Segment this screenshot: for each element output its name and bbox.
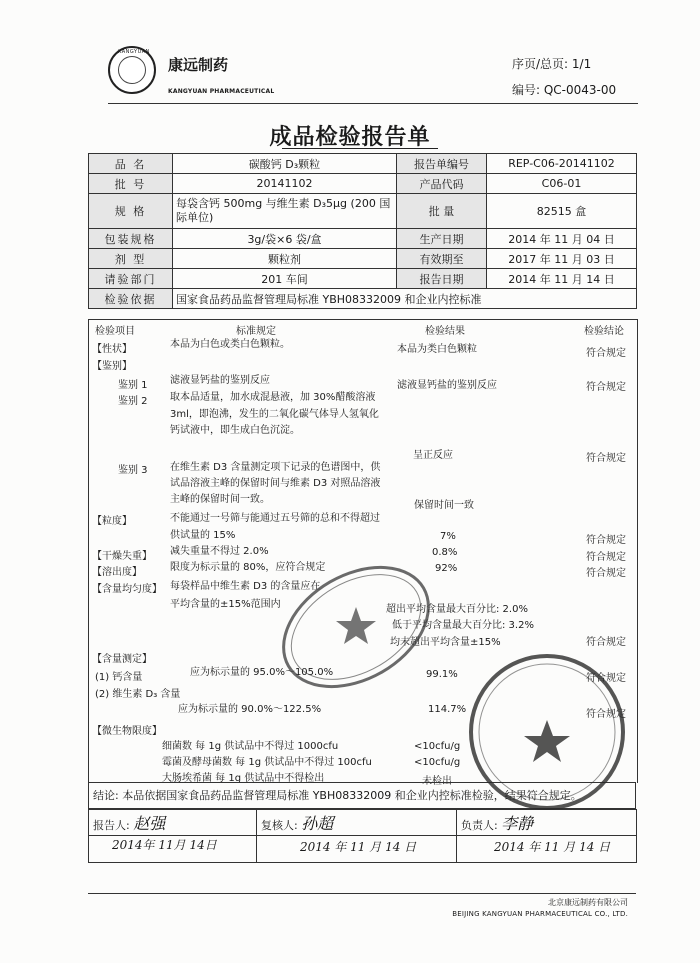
company-name-en: KANGYUAN PHARMACEUTICAL bbox=[168, 88, 275, 95]
item-micro: 【微生物限度】 bbox=[92, 726, 162, 737]
logo-ring-text: KANGYUAN bbox=[118, 49, 150, 55]
footer-company-en: BEIJING KANGYUAN PHARMACEUTICAL CO., LTD. bbox=[452, 910, 628, 918]
item-uniformity: 【含量均匀度】 bbox=[92, 584, 162, 595]
info-row bbox=[89, 289, 637, 309]
conclusion-lod: 符合规定 bbox=[586, 552, 626, 563]
footer-divider bbox=[88, 893, 636, 894]
page-title: 成品检验报告单 bbox=[269, 124, 431, 150]
std-ident1: 滤液显钙盐的鉴别反应 bbox=[170, 375, 270, 386]
info-value: 碳酸钙 D₃颗粒 bbox=[173, 154, 397, 174]
result-ident1: 滤液显钙盐的鉴别反应 bbox=[397, 380, 497, 391]
info-label: 批 量 bbox=[397, 194, 487, 229]
info-row bbox=[89, 174, 637, 194]
item-dissolution: 【溶出度】 bbox=[92, 567, 142, 578]
result-micro2: <10cfu/g bbox=[414, 757, 461, 768]
reviewer-cell bbox=[257, 810, 457, 836]
info-label: 包装规格 bbox=[89, 229, 173, 249]
header-standard: 标准规定 bbox=[236, 326, 276, 337]
item-trait: 【性状】 bbox=[92, 344, 132, 355]
item-ident2: 鉴别 2 bbox=[118, 396, 148, 407]
reporter-label: 报告人: bbox=[93, 819, 130, 832]
std-uniformity: 每袋样品中维生素 D3 的含量应在平均含量的±15%范围内 bbox=[170, 581, 321, 610]
info-label: 请验部门 bbox=[89, 269, 173, 289]
info-value: 每袋含钙 500mg 与维生素 D₃5μg (200 国际单位) bbox=[173, 194, 397, 229]
info-value: 201 车间 bbox=[173, 269, 397, 289]
std-assay1: 应为标示量的 95.0%～105.0% bbox=[190, 667, 334, 678]
footer-company-cn: 北京康远制药有限公司 bbox=[548, 898, 628, 907]
company-seal bbox=[455, 650, 640, 815]
info-value: 3g/袋×6 袋/盒 bbox=[173, 229, 397, 249]
header-item: 检验项目 bbox=[95, 326, 135, 337]
info-value: C06-01 bbox=[487, 174, 637, 194]
info-label: 剂 型 bbox=[89, 249, 173, 269]
result-uniformity-3: 均未超出平均含量±15% bbox=[390, 637, 501, 648]
reviewer-date: 2014 年 11 月 14 日 bbox=[300, 840, 417, 854]
conclusion-granularity: 符合规定 bbox=[586, 535, 626, 546]
info-label: 批 号 bbox=[89, 174, 173, 194]
info-label: 产品代码 bbox=[397, 174, 487, 194]
item-lod: 【干燥失重】 bbox=[92, 551, 152, 562]
info-value: 2017 年 11 月 03 日 bbox=[487, 249, 637, 269]
result-assay2: 114.7% bbox=[428, 704, 467, 715]
result-dissolution: 92% bbox=[435, 563, 458, 574]
info-row bbox=[89, 269, 637, 289]
info-value: 国家食品药品监督管理局标准 YBH08332009 和企业内控标准 bbox=[173, 289, 637, 309]
info-label: 有效期至 bbox=[397, 249, 487, 269]
result-granularity: 7% bbox=[440, 531, 456, 542]
item-assay1: (1) 钙含量 bbox=[95, 672, 143, 683]
result-trait: 本品为类白色颗粒 bbox=[397, 344, 477, 355]
result-uniformity-2: 低于平均含量最大百分比: 3.2% bbox=[392, 620, 534, 631]
item-assay: 【含量测定】 bbox=[92, 654, 152, 665]
std-ident2: 取本品适量，加水成混悬液，加 30%醋酸溶液 3ml，即泡沸，发生的二氧化碳气体导人氢氧化钙试液中，即生成白色沉淀。 bbox=[170, 392, 379, 436]
reporter-cell bbox=[89, 810, 257, 836]
info-label: 规 格 bbox=[89, 194, 173, 229]
std-micro3: 大肠埃希菌 每 1g 供试品中不得检出 bbox=[162, 773, 325, 784]
reporter-date: 2014年 11月 14日 bbox=[112, 838, 217, 852]
info-label: 报告日期 bbox=[397, 269, 487, 289]
item-ident1: 鉴别 1 bbox=[118, 380, 148, 391]
info-value: 20141102 bbox=[173, 174, 397, 194]
std-micro1: 细菌数 每 1g 供试品中不得过 1000cfu bbox=[162, 741, 339, 752]
std-lod: 减失重量不得过 2.0% bbox=[170, 546, 269, 557]
reviewer-label: 复核人: bbox=[261, 819, 298, 832]
conclusion-ident1: 符合规定 bbox=[586, 382, 626, 393]
info-label: 生产日期 bbox=[397, 229, 487, 249]
info-value: 2014 年 11 月 04 日 bbox=[487, 229, 637, 249]
reporter-signature: 赵强 bbox=[133, 814, 166, 833]
title-underline bbox=[282, 148, 438, 149]
info-row bbox=[89, 154, 637, 174]
result-assay1: 99.1% bbox=[426, 669, 458, 680]
std-micro2: 霉菌及酵母菌数 每 1g 供试品中不得过 100cfu bbox=[162, 757, 372, 768]
info-value: 82515 盒 bbox=[487, 194, 637, 229]
result-lod: 0.8% bbox=[432, 547, 458, 558]
result-ident2: 呈正反应 bbox=[413, 450, 453, 461]
responsible-label: 负责人: bbox=[461, 819, 498, 832]
std-trait: 本品为白色或类白色颗粒。 bbox=[170, 339, 290, 350]
info-label: 报告单编号 bbox=[397, 154, 487, 174]
conclusion-uniformity: 符合规定 bbox=[586, 637, 626, 648]
page-info: 序页/总页: 1/1 bbox=[512, 57, 592, 71]
result-uniformity-1: 超出平均含量最大百分比: 2.0% bbox=[386, 604, 528, 615]
item-ident: 【鉴别】 bbox=[92, 361, 132, 372]
header-result: 检验结果 bbox=[425, 326, 465, 337]
header-conclusion: 检验结论 bbox=[584, 326, 624, 337]
result-micro3: 未检出 bbox=[422, 776, 452, 787]
info-row bbox=[89, 249, 637, 269]
item-granularity: 【粒度】 bbox=[92, 516, 132, 527]
conclusion-assay2: 符合规定 bbox=[586, 709, 626, 720]
company-logo bbox=[108, 46, 156, 94]
conclusion-assay1: 符合规定 bbox=[586, 673, 626, 684]
document-number: 编号: QC-0043-00 bbox=[512, 83, 617, 97]
std-dissolution: 限度为标示量的 80%，应符合规定 bbox=[170, 562, 326, 573]
reviewer-signature: 孙超 bbox=[301, 814, 334, 833]
report-conclusion: 结论: 本品依据国家食品药品监督管理局标准 YBH08332009 和企业内控标准检验，结果符合规定。 bbox=[88, 782, 636, 809]
info-value: 2014 年 11 月 14 日 bbox=[487, 269, 637, 289]
product-info-table bbox=[88, 153, 637, 309]
company-name: 康远制药 bbox=[168, 56, 229, 74]
responsible-date: 2014 年 11 月 14 日 bbox=[494, 840, 611, 854]
std-granularity: 不能通过一号筛与能通过五号筛的总和不得超过供试量的 15% bbox=[170, 513, 380, 541]
conclusion-trait: 符合规定 bbox=[586, 348, 626, 359]
quality-stamp bbox=[268, 565, 448, 690]
logo-inner bbox=[118, 56, 146, 84]
std-assay2: 应为标示量的 90.0%～122.5% bbox=[178, 704, 322, 715]
info-label: 品 名 bbox=[89, 154, 173, 174]
conclusion-dissolution: 符合规定 bbox=[586, 568, 626, 579]
info-value: 颗粒剂 bbox=[173, 249, 397, 269]
header-divider bbox=[108, 103, 638, 104]
info-value: REP-C06-20141102 bbox=[487, 154, 637, 174]
item-assay2: (2) 维生素 D₃ 含量 bbox=[95, 689, 181, 700]
info-row bbox=[89, 229, 637, 249]
result-micro1: <10cfu/g bbox=[414, 741, 461, 752]
info-label: 检验依据 bbox=[89, 289, 173, 309]
responsible-signature: 李静 bbox=[501, 814, 534, 833]
conclusion-ident2: 符合规定 bbox=[586, 453, 626, 464]
std-ident3: 在维生素 D3 含量测定项下记录的色谱图中，供试品溶液主峰的保留时间与维素 D3 对照品溶液主峰的保留时间一致。 bbox=[170, 462, 381, 505]
info-row bbox=[89, 194, 637, 229]
item-ident3: 鉴别 3 bbox=[118, 465, 148, 476]
result-ident3: 保留时间一致 bbox=[414, 500, 474, 511]
